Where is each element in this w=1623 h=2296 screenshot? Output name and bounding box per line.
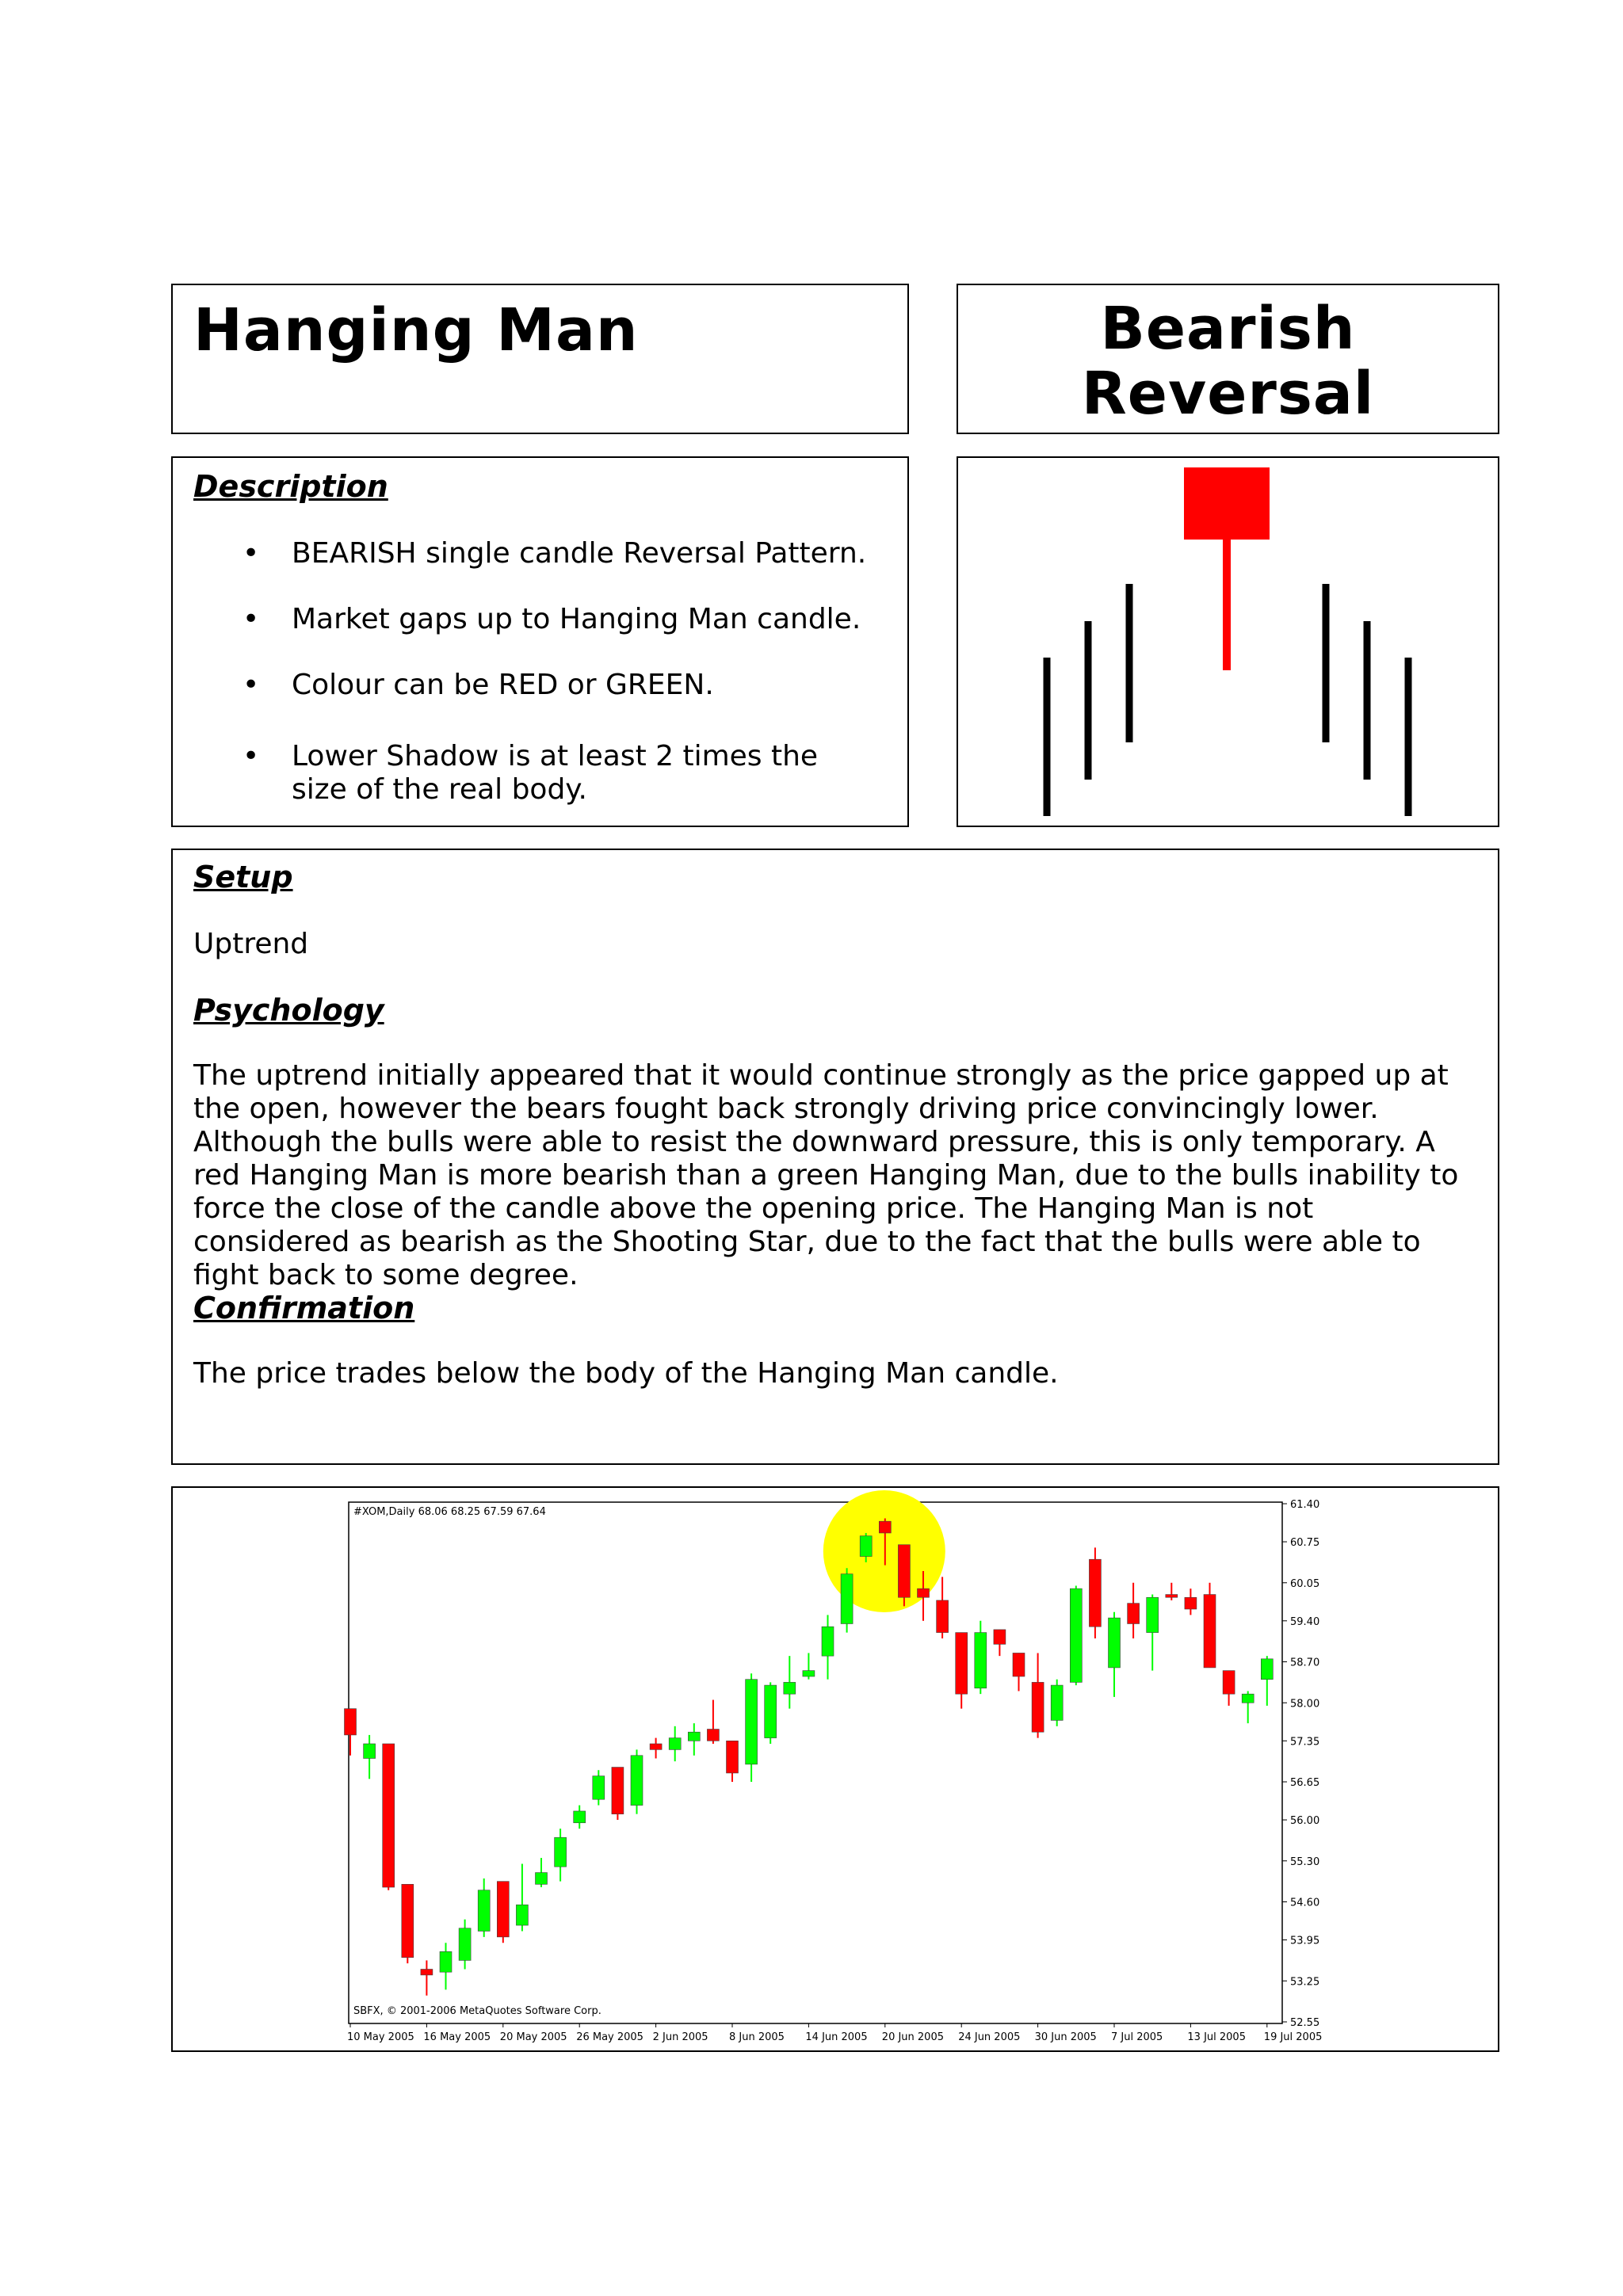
bullet-icon: • bbox=[242, 603, 260, 635]
y-tick-label: 57.35 bbox=[1290, 1736, 1320, 1749]
candle-body bbox=[918, 1589, 930, 1597]
x-tick-label: 20 May 2005 bbox=[499, 2031, 567, 2043]
description-list bbox=[173, 537, 907, 839]
pattern-type-line1: Bearish bbox=[1100, 295, 1356, 363]
psychology-text: The uptrend initially appeared that it would continue strongly as the price gapped up at the open, however the bears fought back strongly driving price convincingly lower. Although the bulls were able to resist the downward pressure, this is only temporary. A red Hanging Man is more bearish than a green Hanging Man, due to the bulls inability to force the close of the candle above the opening price. The Hanging Man is not considered as bearish as the Shooting Star, due to the fact that the bulls were able to fight back to some degree. bbox=[193, 1059, 1459, 1291]
candle-body bbox=[516, 1905, 528, 1925]
candle-body bbox=[650, 1744, 662, 1749]
x-tick-label: 2 Jun 2005 bbox=[652, 2031, 708, 2043]
candle-body bbox=[402, 1884, 414, 1957]
y-tick-label: 53.95 bbox=[1290, 1935, 1320, 1947]
candle-body bbox=[956, 1633, 968, 1695]
confirmation-heading: Confirmation bbox=[193, 1291, 415, 1325]
candle-body bbox=[1204, 1595, 1216, 1668]
pattern-name: Hanging Man bbox=[193, 296, 639, 364]
candle-body bbox=[1128, 1604, 1140, 1624]
candle-body bbox=[1147, 1597, 1159, 1632]
y-tick-label: 60.75 bbox=[1290, 1537, 1320, 1550]
candle-body bbox=[707, 1730, 719, 1741]
plot-area bbox=[349, 1502, 1282, 2023]
setup-text: Uptrend bbox=[193, 928, 309, 960]
x-tick-label: 30 Jun 2005 bbox=[1034, 2031, 1097, 2043]
candle-body bbox=[975, 1633, 987, 1688]
y-tick-label: 54.60 bbox=[1290, 1897, 1320, 1909]
psychology-heading: Psychology bbox=[193, 993, 384, 1028]
candle-body bbox=[536, 1873, 548, 1885]
x-tick-label: 20 Jun 2005 bbox=[881, 2031, 945, 2043]
candle-body bbox=[1070, 1589, 1082, 1682]
bullet-icon: • bbox=[242, 740, 260, 772]
candle-body bbox=[345, 1709, 357, 1735]
hanging-man-body bbox=[1184, 467, 1270, 540]
candle-body bbox=[784, 1682, 796, 1694]
x-tick-label: 24 Jun 2005 bbox=[958, 2031, 1021, 2043]
candle-body bbox=[574, 1811, 586, 1823]
title-box bbox=[171, 284, 909, 434]
hanging-man-shadow bbox=[1223, 540, 1231, 670]
x-tick-label: 16 May 2005 bbox=[423, 2031, 491, 2043]
candle-body bbox=[478, 1890, 490, 1932]
candle-body bbox=[1261, 1659, 1273, 1680]
y-tick-label: 56.65 bbox=[1290, 1777, 1320, 1790]
price-chart bbox=[173, 1488, 1497, 2050]
description-bullet: • Colour can be RED or GREEN. bbox=[242, 669, 714, 701]
candle-body bbox=[383, 1744, 395, 1887]
candle-body bbox=[994, 1630, 1006, 1644]
candle-body bbox=[1185, 1597, 1197, 1609]
y-tick-label: 60.05 bbox=[1290, 1577, 1320, 1590]
chart-header-text: #XOM,Daily 68.06 68.25 67.59 67.64 bbox=[353, 1506, 546, 1518]
candle-body bbox=[822, 1627, 834, 1656]
candle-body bbox=[1166, 1595, 1178, 1598]
candle-body bbox=[593, 1776, 605, 1800]
x-tick-label: 19 Jul 2005 bbox=[1263, 2031, 1323, 2043]
candle-body bbox=[497, 1882, 509, 1937]
candle-body bbox=[746, 1680, 758, 1764]
candle-body bbox=[879, 1521, 891, 1533]
candle-body bbox=[803, 1671, 815, 1676]
candle-body bbox=[898, 1545, 910, 1598]
candle-body bbox=[1089, 1559, 1101, 1627]
x-tick-label: 14 Jun 2005 bbox=[805, 2031, 868, 2043]
description-bullet: • BEARISH single candle Reversal Pattern. bbox=[242, 537, 867, 570]
candle-body bbox=[860, 1536, 872, 1557]
candle-body bbox=[459, 1928, 471, 1961]
bullet-icon: • bbox=[242, 669, 260, 701]
chart-box bbox=[171, 1486, 1499, 2052]
description-bullet: • Lower Shadow is at least 2 times the size of the real body. bbox=[242, 740, 819, 806]
x-tick-label: 26 May 2005 bbox=[576, 2031, 643, 2043]
confirmation-text: The price trades below the body of the Hanging Man candle. bbox=[193, 1357, 1059, 1390]
pattern-type-box bbox=[957, 284, 1499, 434]
chart-copyright-text: SBFX, © 2001-2006 MetaQuotes Software Corp. bbox=[353, 2005, 601, 2017]
bullet-icon: • bbox=[242, 537, 260, 570]
candle-body bbox=[1109, 1618, 1121, 1668]
candle-body bbox=[727, 1741, 739, 1773]
y-tick-label: 58.00 bbox=[1290, 1698, 1320, 1711]
candle-body bbox=[1051, 1685, 1063, 1720]
candle-body bbox=[841, 1574, 853, 1624]
candle-body bbox=[364, 1744, 376, 1758]
candle-body bbox=[555, 1837, 567, 1867]
x-tick-label: 10 May 2005 bbox=[347, 2031, 414, 2043]
candle-body bbox=[631, 1756, 643, 1806]
pattern-type bbox=[958, 285, 1498, 426]
setup-heading: Setup bbox=[193, 860, 293, 894]
y-tick-label: 52.55 bbox=[1290, 2017, 1320, 2029]
candle-body bbox=[440, 1951, 452, 1972]
y-tick-label: 58.70 bbox=[1290, 1657, 1320, 1669]
description-bullet: • Market gaps up to Hanging Man candle. bbox=[242, 603, 861, 635]
y-tick-label: 55.30 bbox=[1290, 1855, 1320, 1868]
y-tick-label: 56.00 bbox=[1290, 1815, 1320, 1828]
x-tick-label: 7 Jul 2005 bbox=[1111, 2031, 1163, 2043]
y-tick-label: 61.40 bbox=[1290, 1499, 1320, 1511]
candle-body bbox=[612, 1768, 624, 1814]
pattern-type-line2: Reversal bbox=[1081, 360, 1375, 428]
details-box bbox=[171, 849, 1499, 1465]
illustration-box bbox=[957, 456, 1499, 827]
description-heading: Description bbox=[193, 469, 388, 504]
candle-body bbox=[765, 1685, 777, 1738]
candle-body bbox=[937, 1600, 949, 1633]
candle-body bbox=[1223, 1671, 1235, 1695]
y-tick-label: 53.25 bbox=[1290, 1976, 1320, 1989]
candle-body bbox=[1242, 1694, 1254, 1703]
x-tick-label: 8 Jun 2005 bbox=[729, 2031, 785, 2043]
x-tick-label: 13 Jul 2005 bbox=[1187, 2031, 1246, 2043]
candle-body bbox=[421, 1969, 433, 1974]
description-box bbox=[171, 456, 909, 827]
candle-body bbox=[669, 1738, 681, 1750]
candle-body bbox=[688, 1732, 700, 1741]
hanging-man-illustration bbox=[958, 458, 1497, 825]
y-tick-label: 59.40 bbox=[1290, 1615, 1320, 1628]
candle-body bbox=[1032, 1682, 1044, 1732]
candle-body bbox=[1013, 1653, 1025, 1676]
